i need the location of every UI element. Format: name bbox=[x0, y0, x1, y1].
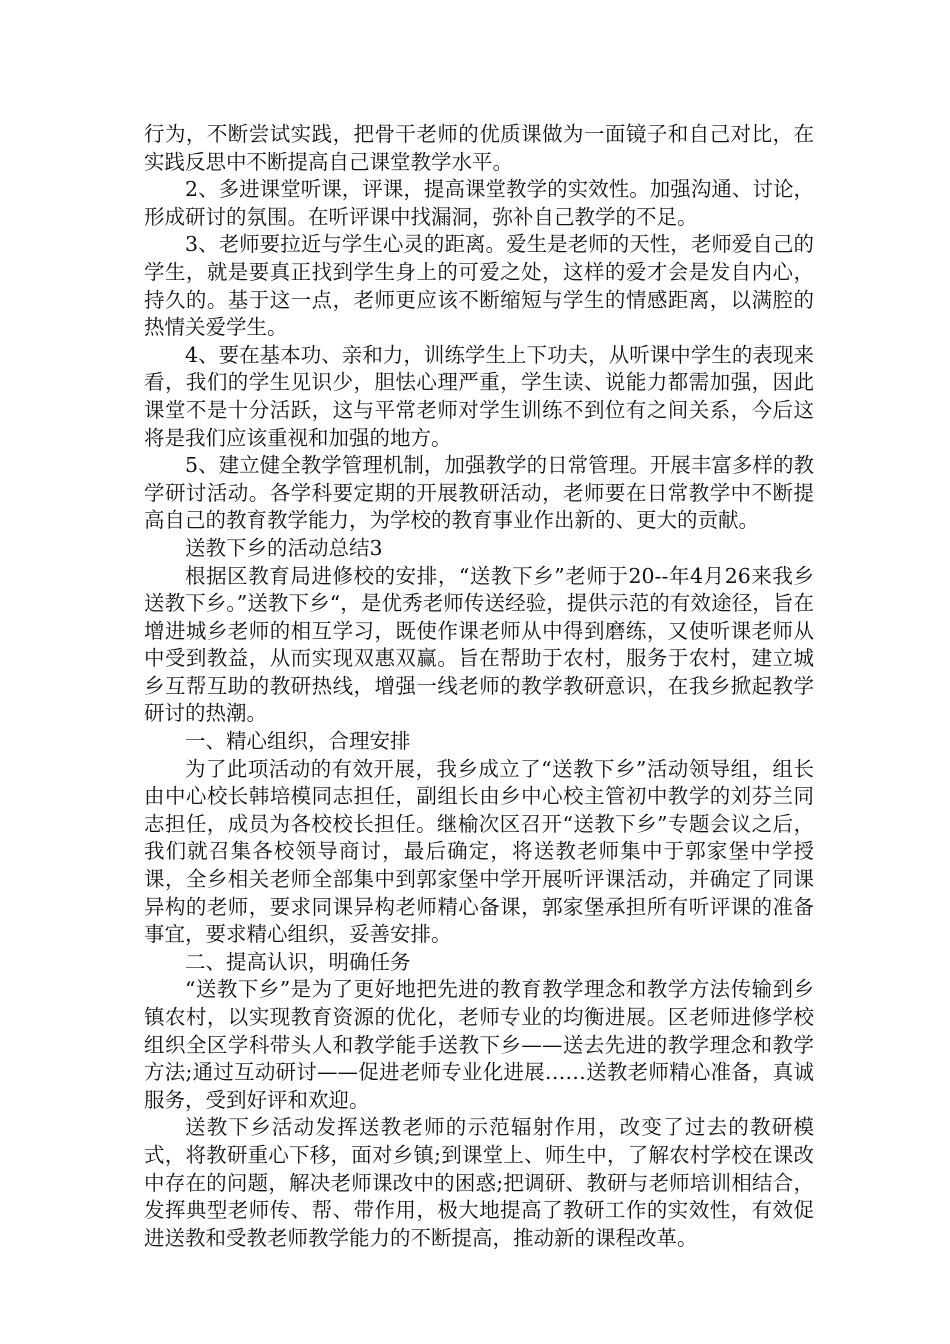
subheading-organize: 一、精心组织，合理安排 bbox=[185, 729, 411, 754]
paragraph-intro: 根据区教育局进修校的安排，“送教下乡”老师于20--年4月26来我乡送教下乡。”送教下乡“，是优秀老师传送经验，提供示范的有效途径，旨在增进城乡老师的相互学习，既使作课老师从中得到磨练，又使听课老师从中受到教益，从而实现双惠双赢。旨在帮助于农村，服务于农村，建立城乡互帮互助的教研热线，增强一线老师的教学教研意识，在我乡掀起教学研讨的热潮。 bbox=[144, 563, 814, 726]
document-page bbox=[144, 121, 814, 1252]
paragraph-item-3: 3、老师要拉近与学生心灵的距离。爱生是老师的天性，老师爱自己的学生，就是要真正找到学生身上的可爱之处，这样的爱才会是发自内心，持久的。基于这一点，老师更应该不断缩短与学生的情感距离，以满腔的热情关爱学生。 bbox=[144, 232, 814, 340]
paragraph-awareness: “送教下乡”是为了更好地把先进的教育教学理念和教学方法传输到乡镇农村，以实现教育资源的优化，老师专业的均衡进展。区老师进修学校组织全区学科带头人和教学能手送教下乡——送去先进的教学理念和教学方法;通过互动研讨——促进老师专业化进展……送教老师精心准备，真诚服务，受到好评和欢迎。 bbox=[144, 977, 814, 1112]
section-heading-summary-3: 送教下乡的活动总结3 bbox=[185, 535, 383, 560]
subheading-awareness: 二、提高认识，明确任务 bbox=[185, 949, 411, 974]
paragraph-organize: 为了此项活动的有效开展，我乡成立了“送教下乡”活动领导组，组长由中心校长韩培模同志担任，副组长由乡中心校主管初中教学的刘芬兰同志担任，成员为各校校长担任。继榆次区召开“送教下乡”专题会议之后，我们就召集各校领导商讨，最后确定，将送教老师集中于郭家堡中学授课，全乡相关老师全部集中到郭家堡中学开展听评课活动，并确定了同课异构的老师，要求同课异构老师精心备课，郭家堡承担所有听评课的准备事宜，要求精心组织，妥善安排。 bbox=[144, 756, 814, 947]
paragraph-item-2: 2、多进课堂听课，评课，提高课堂教学的实效性。加强沟通、讨论，形成研讨的氛围。在听评课中找漏洞，弥补自己教学的不足。 bbox=[144, 177, 814, 229]
paragraph-item-4: 4、要在基本功、亲和力，训练学生上下功夫，从听课中学生的表现来看，我们的学生见识少，胆怯心理严重，学生读、说能力都需加强，因此课堂不是十分活跃，这与平常老师对学生训练不到位有之间关系，今后这将是我们应该重视和加强的地方。 bbox=[144, 342, 814, 450]
paragraph-item-5: 5、建立健全教学管理机制，加强教学的日常管理。开展丰富多样的教学研讨活动。各学科要定期的开展教研活动，老师要在日常教学中不断提高自己的教育教学能力，为学校的教育事业作出新的、更大的贡献。 bbox=[144, 453, 814, 533]
paragraph-demonstration: 送教下乡活动发挥送教老师的示范辐射作用，改变了过去的教研模式，将教研重心下移，面对乡镇;到课堂上、师生中，了解农村学校在课改中存在的问题，解决老师课改中的困惑;把调研、教研与老师培训相结合，发挥典型老师传、帮、带作用，极大地提高了教研工作的实效性，有效促进送教和受教老师教学能力的不断提高，推动新的课程改革。 bbox=[144, 1115, 814, 1250]
paragraph-continuation: 行为，不断尝试实践，把骨干老师的优质课做为一面镜子和自己对比，在实践反思中不断提高自己课堂教学水平。 bbox=[144, 122, 814, 174]
